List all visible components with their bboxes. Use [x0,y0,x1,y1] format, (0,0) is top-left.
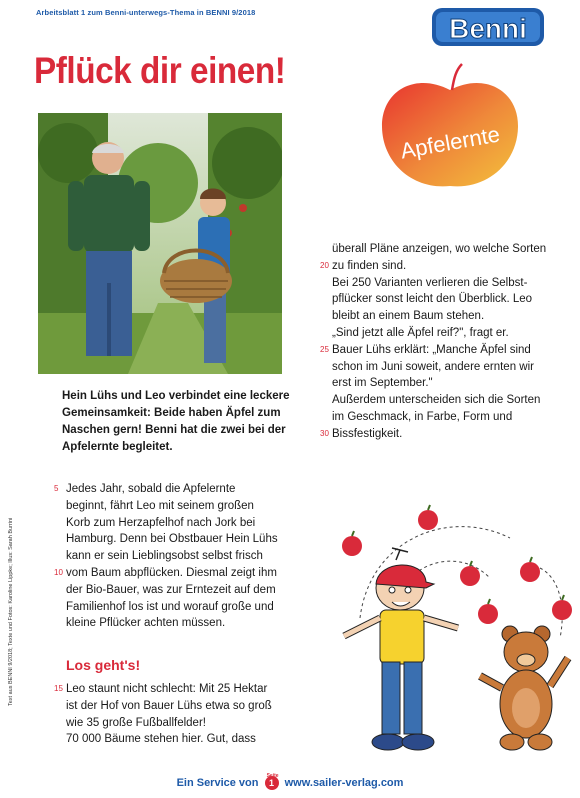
line-text: Leo staunt nicht schlecht: Mit 25 Hektar [66,683,268,695]
text-line [320,426,564,443]
line-text: kleine Pflücker achten müssen. [66,617,226,630]
subheading: Los geht's! [66,657,141,673]
text-line [332,359,564,376]
text-line [332,325,564,342]
right-column-text [320,241,564,443]
line-text: ist der Hof von Bauer Lühs etwa so groß [66,699,272,712]
line-text: Korb zum Herzapfelhof nach Jork bei [66,516,256,529]
line-number: 15 [54,684,63,693]
orchard-photo [38,113,282,374]
line-number: 20 [320,260,329,270]
line-text: kann er sein Lieblingsobst selbst frisch [66,550,263,563]
side-credit: Text aus BENNI 9/2018; Texte und Fotos: Karoline Lippke; Illus: Sarah Burrini [8,517,14,706]
text-line [66,548,298,565]
line-text: der Bio-Bauer, was zur Erntezeit auf dem [66,583,276,596]
page-badge [265,773,279,790]
page-badge-label: Seite [266,773,279,779]
text-line [54,481,298,498]
line-number: 25 [320,344,329,354]
text-line [332,275,564,292]
text-line [54,565,298,582]
text-line [66,715,298,732]
line-text: 70 000 Bäume stehen hier. Gut, dass [66,733,256,746]
intro-text: Hein Lühs und Leo verbindet eine leckere Gemeinsamkeit: Beide haben Äpfel zum Naschen gern! Benni hat die zwei bei der Apfelernte begleitet. [62,390,290,453]
text-line [66,498,298,515]
text-line [320,342,564,359]
footer-prefix: Ein Service von [176,776,259,789]
text-line [332,375,564,392]
text-line [332,308,564,325]
apple-badge [376,62,524,194]
text-line [320,258,564,275]
line-number: 10 [54,567,63,577]
line-text: Bei 250 Varianten verlieren die Selbst- [332,276,528,289]
line-text: pflücker sonst leicht den Überblick. Leo [332,293,533,306]
benni-logo [430,4,546,50]
line-number: 5 [54,484,59,493]
line-number: 30 [320,428,329,438]
line-text: wie 35 große Fußballfelder! [66,716,206,729]
text-line [66,615,298,632]
footer [0,773,580,790]
text-line [66,599,298,616]
text-line [66,731,298,748]
text-line [66,515,298,532]
publisher-link[interactable]: www.sailer-verlag.com [284,776,404,789]
cartoon-bear [480,626,568,750]
line-text: Hamburg. Denn bei Obstbauer Hein Lühs [66,533,278,546]
line-text: erst im September." [332,377,433,390]
line-text: überall Pläne anzeigen, wo welche Sorten [332,243,547,255]
line-text: „Sind jetzt alle Äpfel reif?", fragt er. [332,326,509,339]
text-line [54,681,298,698]
juggling-illustration [330,498,580,766]
line-text: schon im Juni soweit, andere ernten wir [332,360,534,373]
text-line [332,409,564,426]
text-line [66,531,298,548]
line-text: beginnt, fährt Leo mit seinem großen [66,499,254,512]
text-line [66,582,298,599]
worksheet-note: Arbeitsblatt 1 zum Benni-unterwegs-Thema in BENNI 9/2018 [36,8,256,17]
cartoon-boy [344,548,458,750]
apple-icons [342,505,572,624]
text-line [66,698,298,715]
badge-text: Apfelernte [398,121,502,164]
line-text: Familienhof los ist und worauf große und [66,600,274,613]
line-text: Bauer Lühs erklärt: „Manche Äpfel sind [332,343,531,356]
line-text: Außerdem unterscheiden sich die Sorten [332,394,541,407]
line-text: vom Baum abpflücken. Diesmal zeigt ihm [66,566,277,579]
line-text: Jedes Jahr, sobald die Apfelernte [66,483,236,495]
line-text: zu finden sind. [332,259,407,272]
line-text: im Geschmack, in Farbe, Form und [332,410,513,423]
text-line [332,291,564,308]
left-column-text [54,481,298,632]
logo-text: Benni [449,13,527,44]
page-number: 1 [269,778,275,788]
text-line [332,241,564,258]
line-text: bleibt an einem Baum stehen. [332,310,485,323]
text-line [332,392,564,409]
page-title: Pflück dir einen! [34,50,286,91]
left-column-text-2 [54,681,298,748]
line-text: Bissfestigkeit. [332,427,403,440]
